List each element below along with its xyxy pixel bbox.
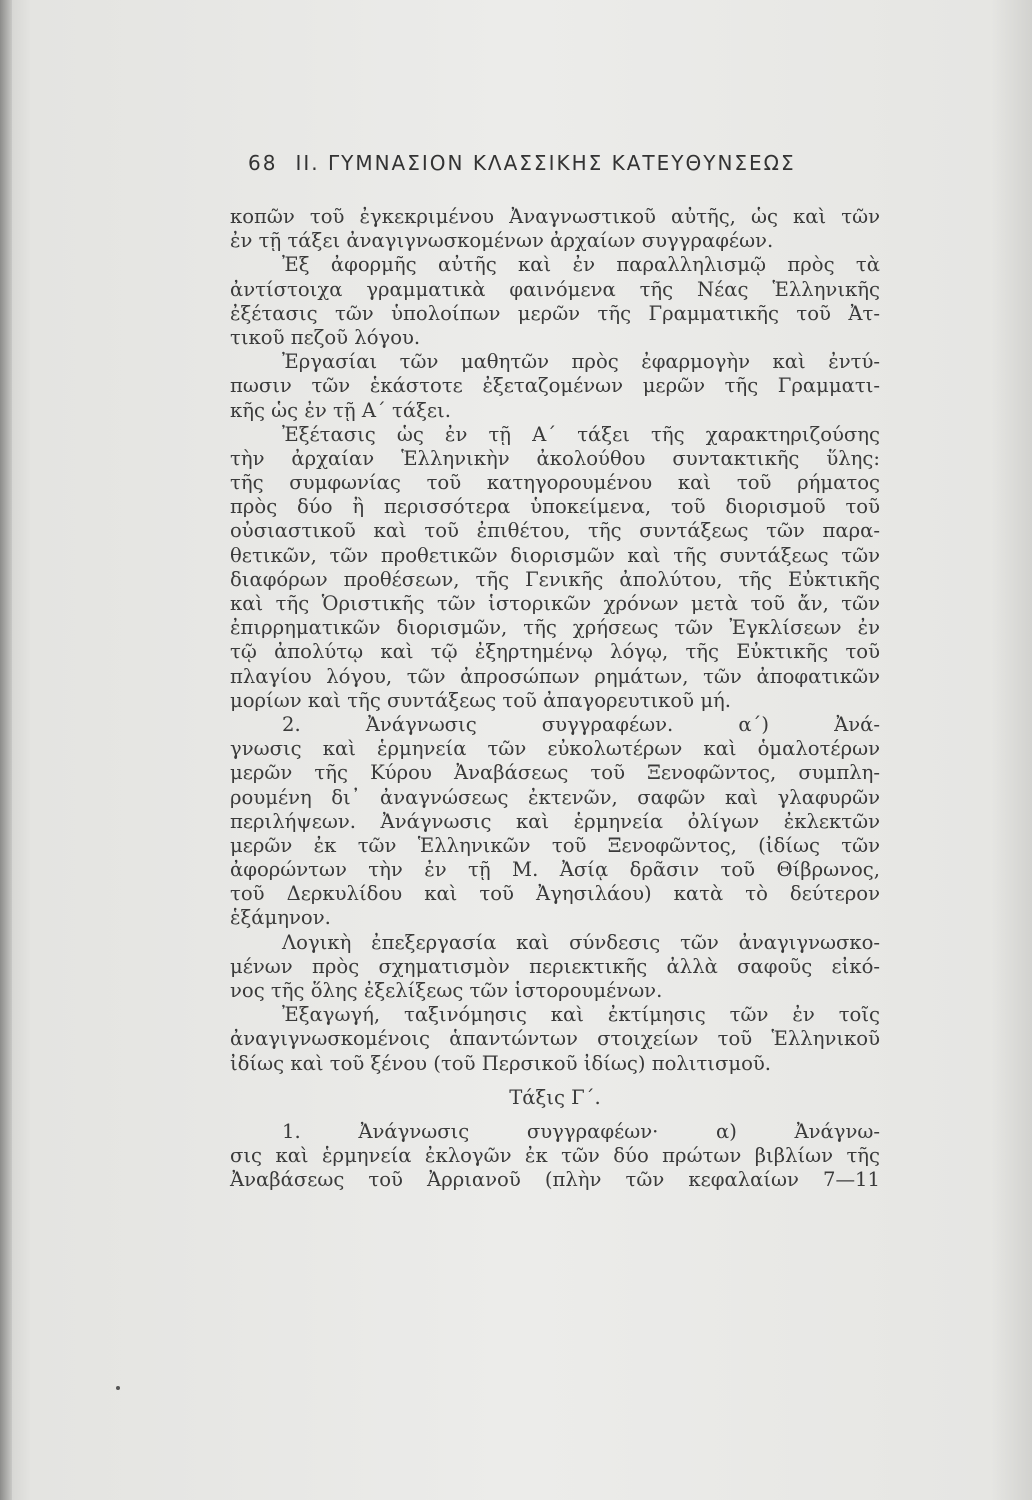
text-line: Ἐργασίαι τῶν μαθητῶν πρὸς ἐφαρμογὴν καὶ ἐντύ-	[282, 350, 880, 374]
text-line: Ἐξ ἀφορμῆς αὐτῆς καὶ ἐν παραλληλισμῷ πρὸς τὰ	[282, 253, 880, 277]
text-line: τικοῦ πεζοῦ λόγου.	[230, 325, 421, 349]
text-line: περιλήψεων. Ἀνάγνωσις καὶ ἑρμηνεία ὀλίγων ἐκλεκτῶν	[230, 809, 880, 833]
ink-speck	[116, 1386, 120, 1390]
section-heading-line: 1. Ἀνάγνωσις συγγραφέων· α) Ἀνάγνω-	[282, 1119, 880, 1143]
text-line: Ἐξαγωγή, ταξινόμησις καὶ ἐκτίμησις τῶν ἐν τοῖς	[282, 1003, 880, 1027]
text-line: μορίων καὶ τῆς συντάξεως τοῦ ἀπαγορευτικοῦ μή.	[230, 688, 732, 712]
running-header	[248, 151, 848, 175]
text-line: ἐξέτασις τῶν ὑπολοίπων μερῶν τῆς Γραμματικῆς τοῦ Ἀτ-	[230, 301, 880, 325]
text-line: κῆς ὡς ἐν τῇ Α΄ τάξει.	[230, 398, 451, 422]
page-number: 68	[248, 151, 278, 175]
text-line: οὐσιαστικοῦ καὶ τοῦ ἐπιθέτου, τῆς συντάξεως τῶν παρα-	[230, 519, 880, 543]
text-line: τῆς συμφωνίας τοῦ κατηγορουμένου καὶ τοῦ ρήματος	[230, 471, 880, 495]
text-line: ἰδίως καὶ τοῦ ξένου (τοῦ Περσικοῦ ἰδίως) πολιτισμοῦ.	[230, 1051, 772, 1075]
text-line: θετικῶν, τῶν προθετικῶν διορισμῶν καὶ τῆς συντάξεως τῶν	[230, 543, 880, 567]
text-line: τοῦ Δερκυλίδου καὶ τοῦ Ἀγησιλάου) κατὰ τὸ δεύτερον	[230, 882, 880, 906]
text-line: γνωσις καὶ ἑρμηνεία τῶν εὐκολωτέρων καὶ ὁμαλοτέρων	[230, 737, 880, 761]
text-line: ἀναγιγνωσκομένοις ἁπαντώντων στοιχείων τοῦ Ἑλληνικοῦ	[230, 1027, 880, 1051]
page-edge-shadow	[0, 0, 12, 1500]
text-line: Ἀναβάσεως τοῦ Ἀρριανοῦ (πλὴν τῶν κεφαλαίων 7—11	[230, 1168, 880, 1192]
text-line: Λογικὴ ἐπεξεργασία καὶ σύνδεσις τῶν ἀναγιγνωσκο-	[282, 930, 880, 954]
text-line: ἀντίστοιχα γραμματικὰ φαινόμενα τῆς Νέας Ἑλληνικῆς	[230, 277, 880, 301]
body-text	[230, 205, 880, 1193]
text-line: κοπῶν τοῦ ἐγκεκριμένου Ἀναγνωστικοῦ αὐτῆς, ὡς καὶ τῶν	[230, 205, 880, 228]
text-line: σις καὶ ἑρμηνεία ἐκλογῶν ἐκ τῶν δύο πρώτων βιβλίων τῆς	[230, 1144, 880, 1168]
text-line: πρὸς δύο ἢ περισσότερα ὑποκείμενα, τοῦ διορισμοῦ τοῦ	[230, 495, 880, 519]
class-heading: Τάξις Γ΄.	[509, 1085, 601, 1109]
text-line: ἐπιρρηματικῶν διορισμῶν, τῆς χρήσεως τῶν Ἐγκλίσεων ἐν	[230, 616, 880, 640]
text-line: τὴν ἀρχαίαν Ἑλληνικὴν ἀκολούθου συντακτικῆς ὕλης:	[230, 446, 880, 470]
text-line: πωσιν τῶν ἑκάστοτε ἐξεταζομένων μερῶν τῆς Γραμματι-	[230, 374, 880, 398]
text-line: ρουμένη δι᾽ ἀναγνώσεως ἐκτενῶν, σαφῶν καὶ γλαφυρῶν	[230, 785, 880, 809]
text-line: διαφόρων προθέσεων, τῆς Γενικῆς ἀπολύτου, τῆς Εὐκτικῆς	[230, 567, 880, 591]
text-line: καὶ τῆς Ὁριστικῆς τῶν ἱστορικῶν χρόνων μετὰ τοῦ ἄν, τῶν	[230, 592, 880, 615]
text-line: μερῶν ἐκ τῶν Ἑλληνικῶν τοῦ Ξενοφῶντος, (ἰδίως τῶν	[230, 833, 880, 857]
text-line: μένων πρὸς σχηματισμὸν περιεκτικῆς ἀλλὰ σαφοῦς εἰκό-	[230, 954, 880, 978]
section-heading-line: 2. Ἀνάγνωσις συγγραφέων. α΄) Ἀνά-	[282, 712, 880, 736]
text-line: Ἐξέτασις ὡς ἐν τῇ Α΄ τάξει τῆς χαρακτηριζούσης	[282, 422, 880, 446]
running-title: II. ΓΥΜΝΑΣΙΟΝ ΚΛΑΣΣΙΚΗΣ ΚΑΤΕΥΘΥΝΣΕΩΣ	[295, 151, 796, 175]
text-line: τῷ ἀπολύτῳ καὶ τῷ ἐξηρτημένῳ λόγῳ, τῆς Εὐκτικῆς τοῦ	[230, 640, 880, 664]
text-line: πλαγίου λόγου, τῶν ἀπροσώπων ρημάτων, τῶν ἀποφατικῶν	[230, 664, 880, 688]
text-line: ἐν τῇ τάξει ἀναγιγνωσκομένων ἀρχαίων συγγραφέων.	[230, 229, 774, 253]
text-line: ἀφορώντων τὴν ἐν τῇ Μ. Ἀσίᾳ δρᾶσιν τοῦ Θίβρωνος,	[230, 858, 880, 882]
text-line: μερῶν τῆς Κύρου Ἀναβάσεως τοῦ Ξενοφῶντος, συμπλη-	[230, 761, 880, 785]
text-line: νος τῆς ὅλης ἐξελίξεως τῶν ἱστορουμένων.	[230, 979, 663, 1002]
text-line: ἑξάμηνον.	[230, 906, 331, 930]
